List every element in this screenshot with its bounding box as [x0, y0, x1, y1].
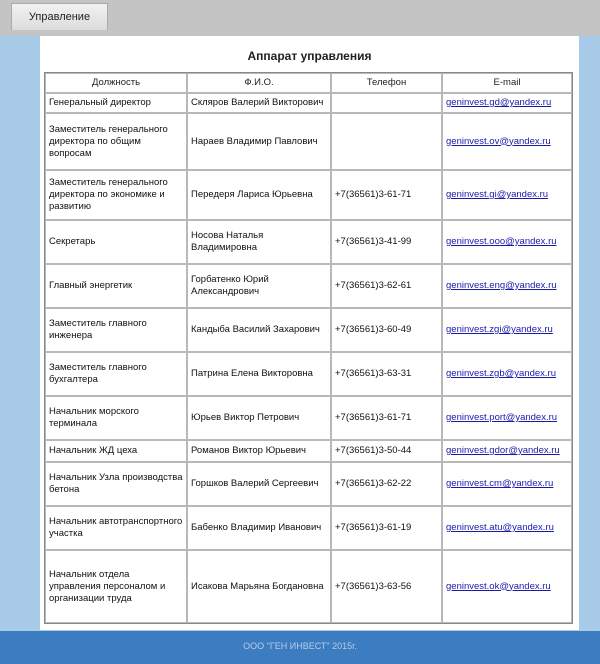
- cell-name: Романов Виктор Юрьевич: [187, 440, 331, 462]
- email-link[interactable]: geninvest.gd@yandex.ru: [446, 97, 552, 108]
- cell-phone: +7(36561)3-50-44: [331, 440, 442, 462]
- table-row: [45, 440, 572, 462]
- cell-phone: +7(36561)3-41-99: [331, 220, 442, 264]
- cell-position: Начальник ЖД цеха: [45, 440, 187, 462]
- table-row: [45, 93, 572, 113]
- cell-name: Исакова Марьяна Богдановна: [187, 550, 331, 623]
- cell-name: Бабенко Владимир Иванович: [187, 506, 331, 550]
- tab-management[interactable]: Управление: [11, 3, 108, 30]
- page-title: Аппарат управления: [247, 49, 372, 63]
- email-link[interactable]: geninvest.eng@yandex.ru: [446, 280, 557, 291]
- table-row: [45, 170, 572, 220]
- cell-position: Начальник Узла производства бетона: [45, 462, 187, 506]
- email-link[interactable]: geninvest.ov@yandex.ru: [446, 135, 551, 147]
- column-header-email: E-mail: [442, 73, 572, 93]
- footer: [0, 631, 600, 664]
- cell-phone: [331, 113, 442, 170]
- table-row: [45, 550, 572, 623]
- email-link[interactable]: geninvest.gi@yandex.ru: [446, 189, 549, 200]
- copyright-text: ООО "ГЕН ИНВЕСТ" 2015г.: [243, 641, 357, 651]
- cell-name: Нараев Владимир Павлович: [187, 113, 331, 170]
- table-row: [45, 113, 572, 170]
- cell-name: Горшков Валерий Сергеевич: [187, 462, 331, 506]
- cell-position: Начальник отдела управления персоналом и организации труда: [45, 550, 187, 623]
- cell-email: [442, 170, 572, 220]
- cell-email: [442, 352, 572, 396]
- email-link[interactable]: geninvest.atu@yandex.ru: [446, 522, 554, 533]
- table-row: [45, 352, 572, 396]
- table-row: [45, 220, 572, 264]
- staff-table: [44, 72, 573, 624]
- cell-phone: +7(36561)3-60-49: [331, 308, 442, 352]
- cell-email: [442, 308, 572, 352]
- cell-phone: +7(36561)3-61-71: [331, 396, 442, 440]
- email-link[interactable]: geninvest.zgb@yandex.ru: [446, 368, 556, 379]
- cell-phone: +7(36561)3-61-19: [331, 506, 442, 550]
- email-link[interactable]: geninvest.zgi@yandex.ru: [446, 324, 553, 335]
- cell-email: [442, 440, 572, 462]
- table-row: [45, 506, 572, 550]
- top-menu-bar: [0, 0, 600, 36]
- cell-email: [442, 462, 572, 506]
- cell-name: Кандыба Василий Захарович: [187, 308, 331, 352]
- email-link[interactable]: geninvest.port@yandex.ru: [446, 412, 558, 423]
- cell-email: [442, 506, 572, 550]
- cell-phone: +7(36561)3-62-22: [331, 462, 442, 506]
- cell-phone: +7(36561)3-63-56: [331, 550, 442, 623]
- cell-position: Начальник автотранспортного участка: [45, 506, 187, 550]
- cell-name: Носова Наталья Владимировна: [187, 220, 331, 264]
- email-link[interactable]: geninvest.gdor@yandex.ru: [446, 445, 560, 456]
- cell-name: Патрина Елена Викторовна: [187, 352, 331, 396]
- cell-position: Секретарь: [45, 220, 187, 264]
- email-link[interactable]: geninvest.ok@yandex.ru: [446, 580, 551, 592]
- email-link[interactable]: geninvest.ooo@yandex.ru: [446, 236, 557, 247]
- table-row: [45, 308, 572, 352]
- cell-position: Генеральный директор: [45, 93, 187, 113]
- email-link[interactable]: geninvest.cm@yandex.ru: [446, 478, 554, 489]
- cell-email: [442, 264, 572, 308]
- column-header-phone: Телефон: [331, 73, 442, 93]
- content-panel: [40, 36, 579, 630]
- cell-email: [442, 550, 572, 623]
- cell-phone: +7(36561)3-61-71: [331, 170, 442, 220]
- cell-position: Начальник морского терминала: [45, 396, 187, 440]
- cell-email: [442, 220, 572, 264]
- cell-phone: +7(36561)3-63-31: [331, 352, 442, 396]
- cell-email: [442, 93, 572, 113]
- table-row: [45, 462, 572, 506]
- cell-phone: +7(36561)3-62-61: [331, 264, 442, 308]
- cell-position: Заместитель главного инженера: [45, 308, 187, 352]
- cell-name: Юрьев Виктор Петрович: [187, 396, 331, 440]
- cell-position: Заместитель генерального директора по общим вопросам: [45, 113, 187, 170]
- cell-phone: [331, 93, 442, 113]
- cell-name: Горбатенко Юрий Александрович: [187, 264, 331, 308]
- column-header-position: Должность: [45, 73, 187, 93]
- cell-position: Заместитель генерального директора по экономике и развитию: [45, 170, 187, 220]
- cell-email: [442, 396, 572, 440]
- cell-name: Скляров Валерий Викторович: [187, 93, 331, 113]
- cell-position: Главный энергетик: [45, 264, 187, 308]
- column-header-name: Ф.И.О.: [187, 73, 331, 93]
- cell-email: [442, 113, 572, 170]
- table-row: [45, 264, 572, 308]
- table-row: [45, 396, 572, 440]
- cell-name: Передеря Лариса Юрьевна: [187, 170, 331, 220]
- table-header-row: [45, 73, 572, 93]
- cell-position: Заместитель главного бухгалтера: [45, 352, 187, 396]
